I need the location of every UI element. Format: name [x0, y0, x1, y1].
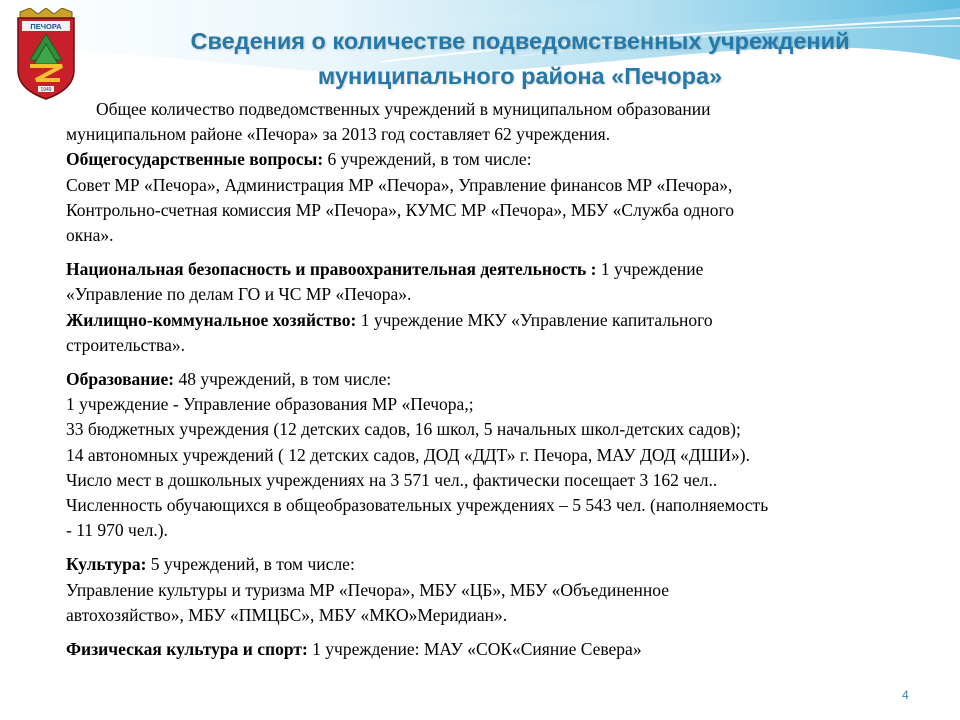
culture-count: 5 учреждений, в том числе:: [146, 554, 355, 575]
education-line-6: - 11 970 чел.).: [66, 520, 168, 541]
intro-line-1: Общее количество подведомственных учреждений в муниципальном образовании: [96, 99, 711, 119]
security-line-1: «Управление по делам ГО и ЧС МР «Печора».: [66, 284, 412, 305]
culture-line-1: Управление культуры и туризма МР «Печора», МБУ «ЦБ», МБУ «Объединенное: [66, 579, 669, 600]
security-label: Национальная безопасность и правоохранительная деятельность :: [66, 259, 597, 280]
sport-count: 1 учреждение: МАУ «СОК«Сияние Севера»: [307, 639, 642, 660]
general-label: Общегосударственные вопросы:: [66, 149, 324, 170]
content-body: [66, 97, 924, 662]
security-heading: [66, 257, 924, 282]
education-count: 48 учреждений, в том числе:: [174, 369, 392, 390]
emblem-city-label: ПЕЧОРА: [30, 22, 62, 31]
sport-label: Физическая культура и спорт:: [66, 639, 308, 660]
pechora-coat-of-arms-icon: [14, 8, 78, 100]
housing-line-1: строительства».: [66, 334, 185, 355]
title-line-2: муниципального района «Печора»: [317, 63, 723, 89]
page-title: [100, 24, 940, 94]
security-count: 1 учреждение: [596, 259, 704, 280]
education-heading: [66, 367, 924, 392]
education-line-4: Число мест в дошкольных учреждениях на 3 571 чел., фактически посещает 3 162 чел..: [66, 469, 718, 490]
page-number: 4: [902, 688, 909, 702]
title-line-1: Сведения о количестве подведомственных учреждений: [190, 28, 850, 54]
housing-count: 1 учреждение МКУ «Управление капитального: [356, 309, 713, 330]
sport-heading: [66, 637, 924, 662]
culture-label: Культура:: [66, 554, 147, 575]
education-line-5: Численность обучающихся в общеобразовательных учреждениях – 5 543 чел. (наполняемость: [66, 495, 769, 516]
general-line-1: Совет МР «Печора», Администрация МР «Печора», Управление финансов МР «Печора»,: [66, 174, 733, 195]
emblem-year-label: 1949: [40, 87, 52, 93]
general-line-2: Контрольно-счетная комиссия МР «Печора», КУМС МР «Печора», МБУ «Служба одного: [66, 199, 735, 220]
housing-heading: [66, 308, 924, 333]
culture-line-2: автохозяйство», МБУ «ПМЦБС», МБУ «МКО»Меридиан».: [66, 604, 508, 625]
education-line-2: 33 бюджетных учреждения (12 детских садов, 16 школ, 5 начальных школ-детских садов);: [66, 419, 741, 440]
general-heading: [66, 147, 924, 172]
intro-line-2: муниципальном районе «Печора» за 2013 год составляет 62 учреждения.: [66, 124, 611, 145]
general-count: 6 учреждений, в том числе:: [323, 149, 532, 170]
education-line-3: 14 автономных учреждений ( 12 детских садов, ДОД «ДДТ» г. Печора, МАУ ДОД «ДШИ»).: [66, 444, 750, 465]
education-line-1: 1 учреждение - Управление образования МР «Печора,;: [66, 394, 474, 415]
culture-heading: [66, 552, 924, 577]
housing-label: Жилищно-коммунальное хозяйство:: [66, 309, 357, 330]
general-line-3: окна».: [66, 225, 114, 246]
education-label: Образование:: [66, 369, 175, 390]
